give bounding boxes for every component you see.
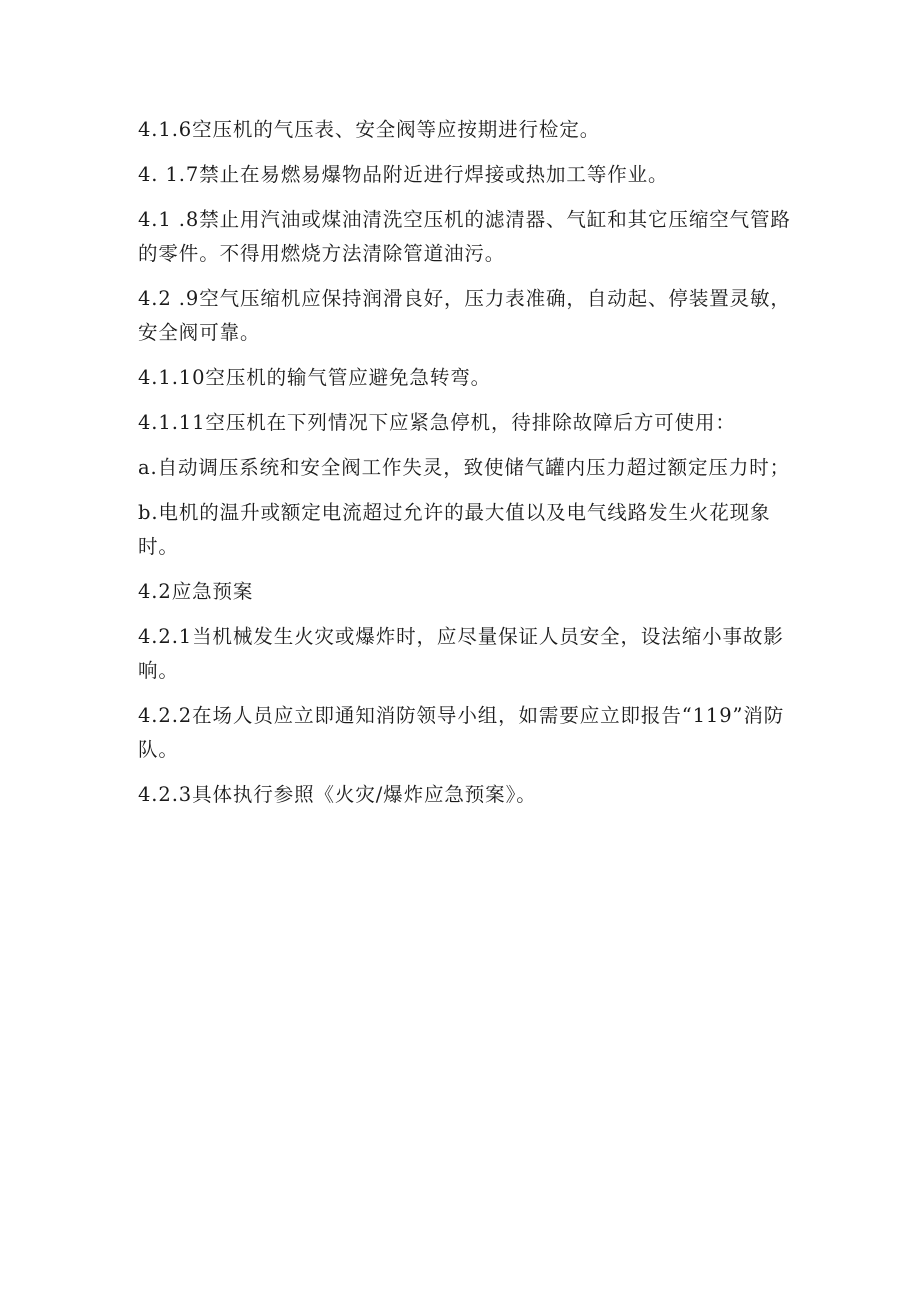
paragraph-4-1-11: 4.1.11空压机在下列情况下应紧急停机，待排除故障后方可使用： (138, 411, 736, 434)
paragraph-4-1-10: 4.1.10空压机的输气管应避免急转弯。 (138, 366, 492, 389)
section-heading-4-2: 4.2应急预案 (138, 580, 254, 603)
paragraph-4-1-7: 4. 1.7禁止在易燃易爆物品附近进行焊接或热加工等作业。 (138, 163, 669, 186)
paragraph-4-2-3: 4.2.3具体执行参照《火灾/爆炸应急预案》。 (138, 783, 537, 806)
list-item-a: a.自动调压系统和安全阀工作失灵，致使储气罐内压力超过额定压力时； (138, 456, 791, 479)
paragraph-4-2-1: 4.2.1当机械发生火灾或爆炸时，应尽量保证人员安全，设法缩小事故影响。 (138, 625, 784, 682)
document-body (138, 113, 798, 823)
paragraph-4-2-2: 4.2.2在场人员应立即通知消防领导小组，如需要应立即报告“119”消防队。 (138, 704, 785, 761)
paragraph-4-1-8: 4.1 .8禁止用汽油或煤油清洗空压机的滤清器、气缸和其它压缩空气管路的零件。不得用燃烧方法清除管道油污。 (138, 208, 791, 265)
paragraph-4-2-9: 4.2 .9空气压缩机应保持润滑良好，压力表准确，自动起、停装置灵敏，安全阀可靠。 (138, 287, 791, 344)
list-item-b: b.电机的温升或额定电流超过允许的最大值以及电气线路发生火花现象时。 (138, 501, 771, 558)
paragraph-4-1-6: 4.1.6空压机的气压表、安全阀等应按期进行检定。 (138, 118, 601, 141)
